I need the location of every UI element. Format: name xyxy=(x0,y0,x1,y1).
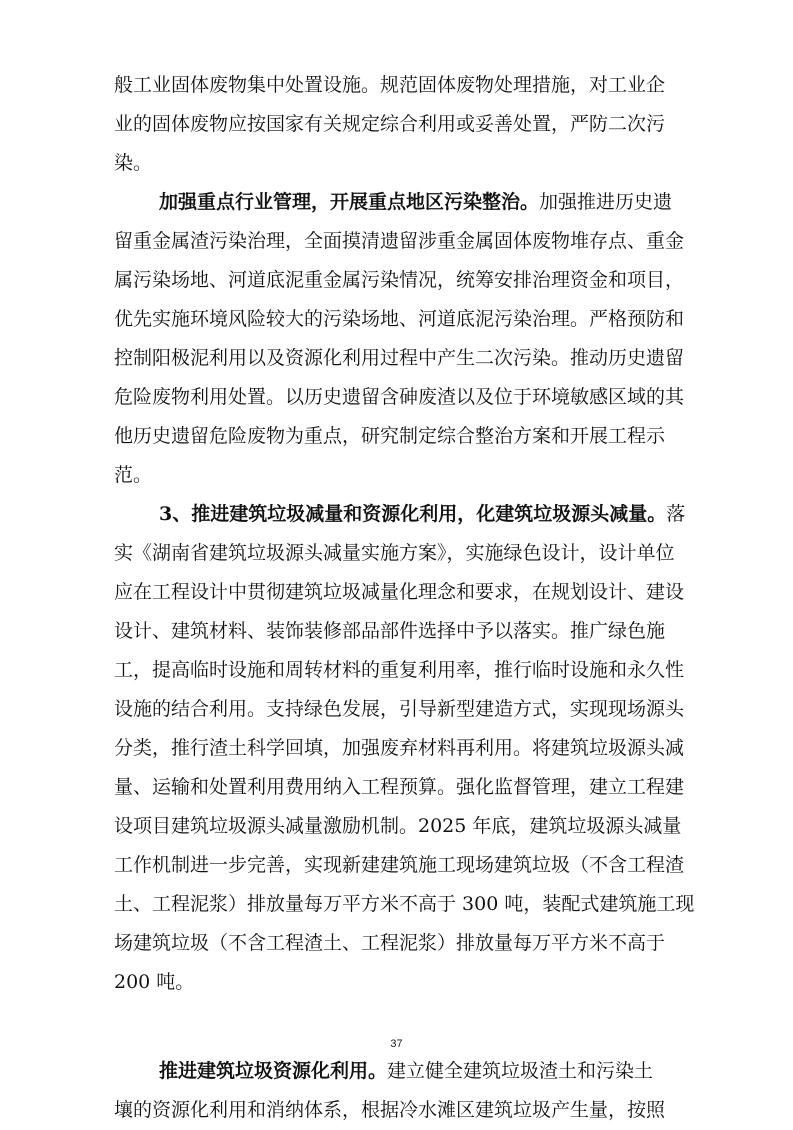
text-line: 应在工程设计中贯彻建筑垃圾减量化理念和要求，在规划设计、建设 xyxy=(114,581,685,603)
page-number: 37 xyxy=(390,1038,403,1050)
paragraph-3 xyxy=(114,495,695,1041)
text-line: 工，提高临时设施和周转材料的重复利用率，推行临时设施和永久性 xyxy=(114,659,685,681)
paragraph-4 xyxy=(114,1052,684,1130)
text-run: 加强推进历史遗 xyxy=(539,191,673,213)
text-line: 范。 xyxy=(114,464,153,486)
text-line: 危险废物利用处置。以历史遗留含砷废渣以及位于环境敏感区域的其 xyxy=(114,386,685,408)
text-line: 工作机制进一步完善，实现新建建筑施工现场建筑垃圾（不含工程渣 xyxy=(114,854,685,876)
text-line: 留重金属渣污染治理，全面摸清遗留涉重金属固体废物堆存点、重金 xyxy=(114,230,685,252)
text-line: 染。 xyxy=(114,152,153,174)
text-line: 属污染场地、河道底泥重金属污染情况，统筹安排治理资金和项目， xyxy=(114,269,685,291)
text-line: 般工业固体废物集中处置设施。规范固体废物处理措施，对工业企 xyxy=(114,74,666,96)
text-line xyxy=(114,1052,684,1091)
text-line: 场建筑垃圾（不含工程渣土、工程泥浆）排放量每万平方米不高于 xyxy=(114,932,666,954)
text-line: 设项目建筑垃圾源头减量激励机制。2025 年底，建筑垃圾源头减量 xyxy=(114,815,682,837)
text-run: 建立健全建筑垃圾渣土和污染土 xyxy=(387,1060,654,1082)
body-text xyxy=(114,66,695,1130)
paragraph-1 xyxy=(114,66,684,183)
text-line: 业的固体废物应按国家有关规定综合利用或妥善处置，严防二次污 xyxy=(114,113,666,135)
text-line: 200 吨。 xyxy=(114,971,195,993)
text-line: 壤的资源化利用和消纳体系，根据冷水滩区建筑垃圾产生量，按照 xyxy=(114,1099,666,1121)
text-line: 实《湖南省建筑垃圾源头减量实施方案》，实施绿色设计，设计单位 xyxy=(114,542,675,564)
section-heading: 3、推进建筑垃圾减量和资源化利用，化建筑垃圾源头减量。 xyxy=(159,503,667,525)
paragraph-2 xyxy=(114,183,684,495)
text-run: 落 xyxy=(666,503,686,525)
text-line: 他历史遗留危险废物为重点，研究制定综合整治方案和开展工程示 xyxy=(114,425,666,447)
text-line: 设施的结合利用。支持绿色发展，引导新型建造方式，实现现场源头 xyxy=(114,698,685,720)
text-line: 分类，推行渣土科学回填，加强废弃材料再利用。将建筑垃圾源头减 xyxy=(114,737,685,759)
text-line xyxy=(114,495,684,534)
text-line: 量、运输和处置利用费用纳入工程预算。强化监督管理，建立工程建 xyxy=(114,776,685,798)
text-line xyxy=(114,183,684,222)
section-heading: 推进建筑垃圾资源化利用。 xyxy=(159,1060,388,1082)
text-line: 优先实施环境风险较大的污染场地、河道底泥污染治理。严格预防和 xyxy=(114,308,685,330)
text-line: 设计、建筑材料、装饰装修部品部件选择中予以落实。推广绿色施 xyxy=(114,620,666,642)
section-heading: 加强重点行业管理，开展重点地区污染整治。 xyxy=(159,191,540,213)
text-line: 土、工程泥浆）排放量每万平方米不高于 300 吨，装配式建筑施工现 xyxy=(114,893,695,915)
text-line xyxy=(114,1002,684,1041)
text-line: 控制阳极泥利用以及资源化利用过程中产生二次污染。推动历史遗留 xyxy=(114,347,685,369)
